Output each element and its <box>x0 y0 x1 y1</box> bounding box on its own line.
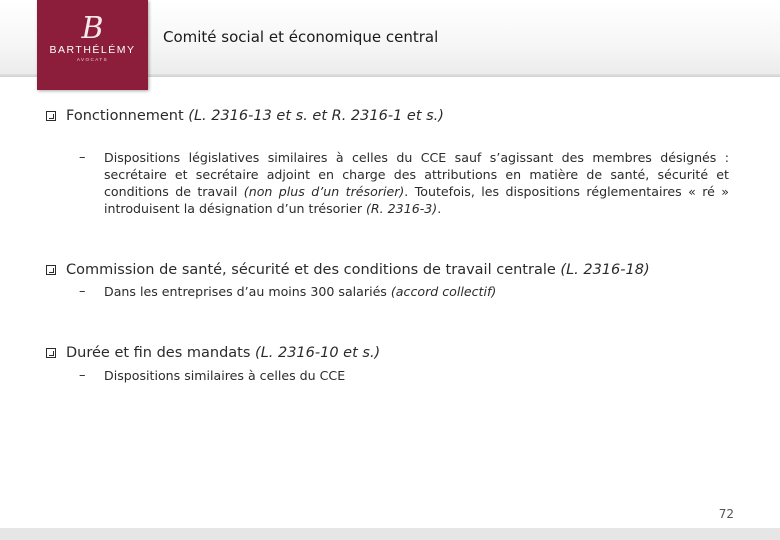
list-item-entreprises <box>104 283 496 300</box>
section-heading-commission <box>46 261 650 279</box>
footer-bar <box>0 528 780 540</box>
section-heading-text: Commission de santé, sécurité et des conditions de travail centrale <box>66 262 556 278</box>
page-title: Comité social et économique central <box>163 28 439 46</box>
paragraph-italic: (non plus d’un trésorier) <box>243 184 405 199</box>
brand-logo <box>37 0 148 90</box>
paragraph-text: . <box>437 201 442 216</box>
paragraph-text: . Toutefois, les dispositions réglementaires « ré » introduisent la désignation d’un trésorier <box>104 184 729 216</box>
legal-reference: (L. 2316-18) <box>560 262 650 278</box>
list-item-text: Dans les entreprises d’au moins 300 salariés <box>104 284 391 299</box>
checkbox-bullet-icon <box>46 348 56 358</box>
list-item-dispositions-similaires: Dispositions similaires à celles du CCE <box>104 368 346 383</box>
paragraph-dispositions-legislatives <box>104 149 729 217</box>
page-number: 72 <box>718 507 734 521</box>
logo-monogram: B <box>81 11 104 46</box>
checkbox-bullet-icon <box>46 265 56 275</box>
section-heading-fonctionnement <box>46 107 444 125</box>
logo-subtitle: AVOCATS <box>76 57 109 62</box>
section-heading-text: Fonctionnement <box>66 108 184 124</box>
dash-bullet: – <box>79 284 86 299</box>
paragraph-italic: (R. 2316-3) <box>366 201 438 216</box>
checkbox-bullet-icon <box>46 111 56 121</box>
logo-name: BARTHÉLÉMY <box>49 44 136 56</box>
dash-bullet: – <box>79 368 86 383</box>
legal-reference: (L. 2316-13 et s. et R. 2316-1 et s.) <box>188 108 444 124</box>
dash-bullet: – <box>79 150 86 165</box>
section-heading-duree-mandats <box>46 344 380 362</box>
legal-reference: (L. 2316-10 et s.) <box>255 345 381 361</box>
paragraph-text: Dispositions législatives similaires à celles du CCE sauf s’agissant des membres désignés : secrétaire et secrétaire adjoint en charge des attributions en matière de santé, sécurité et conditions de travail <box>104 150 729 199</box>
section-heading-text: Durée et fin des mandats <box>66 345 251 361</box>
list-item-italic: (accord collectif) <box>390 284 497 299</box>
